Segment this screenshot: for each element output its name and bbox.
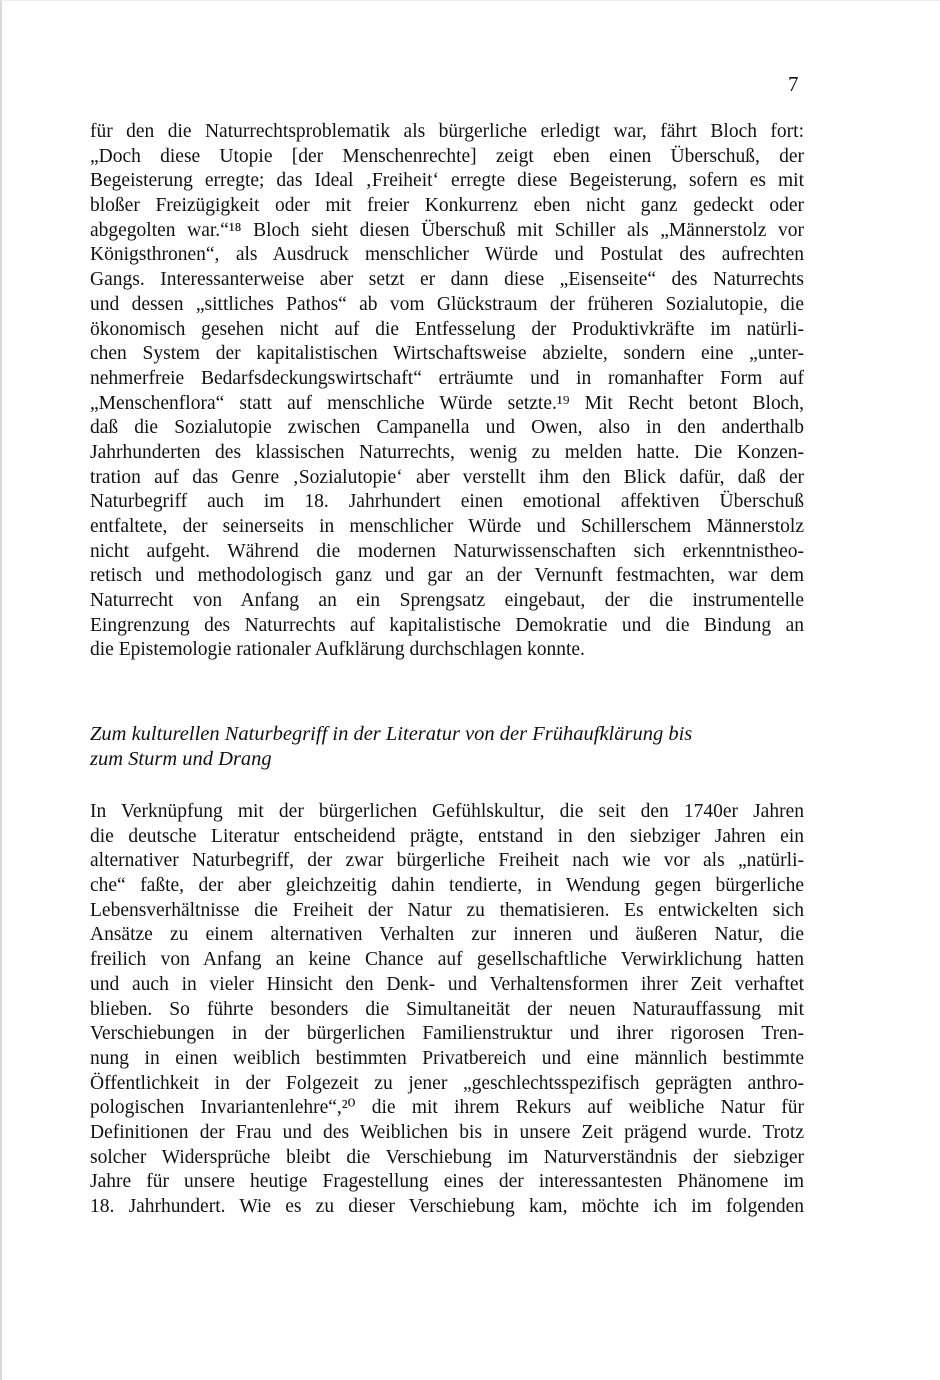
- text-line: retisch und methodologisch ganz und gar an der Vernunft festmachten, war dem: [90, 565, 804, 587]
- text-line: Gangs. Interessanterweise aber setzt er dann diese „Eisenseite“ des Naturrechts: [90, 269, 804, 291]
- text-line: pologischen Invariantenlehre“,²⁰ die mit ihrem Rekurs auf weibliche Natur für: [90, 1097, 804, 1119]
- page-number: 7: [788, 72, 799, 96]
- text-line: Eingrenzung des Naturrechts auf kapitalistische Demokratie und die Bindung an: [90, 614, 804, 636]
- text-line: nung in einen weiblich bestimmten Privatbereich und eine männlich bestimmte: [90, 1047, 804, 1069]
- text-line: Naturrecht von Anfang an ein Sprengsatz eingebaut, der die instrumentelle: [90, 590, 804, 612]
- text-line: die Epistemologie rationaler Aufklärung durchschlagen konnte.: [90, 639, 585, 661]
- text-line: Öffentlichkeit in der Folgezeit zu jener „geschlechtsspezifisch geprägten anthro-: [90, 1072, 804, 1094]
- text-line: Lebensverhältnisse die Freiheit der Natur zu thematisieren. Es entwickelten sich: [90, 899, 804, 921]
- text-line: Naturbegriff auch im 18. Jahrhundert einen emotional affektiven Überschuß: [90, 491, 804, 513]
- text-line: bloßer Freizügigkeit oder mit freier Konkurrenz eben nicht ganz gedeckt oder: [90, 195, 804, 217]
- text-line: Jahre für unsere heutige Fragestellung eines der interessantesten Phänomene im: [90, 1171, 804, 1193]
- body-paragraph-1: [90, 120, 804, 663]
- heading-line: Zum kulturellen Naturbegriff in der Literatur von der Frühaufklärung bis: [90, 723, 693, 745]
- text-line: solcher Widersprüche bleibt die Verschiebung im Naturverständnis der siebziger: [90, 1146, 804, 1168]
- text-line: alternativer Naturbegriff, der zwar bürgerliche Freiheit nach wie vor als „natürli-: [90, 850, 804, 872]
- text-line: daß die Sozialutopie zwischen Campanella und Owen, also in den anderthalb: [90, 417, 804, 439]
- text-line: che“ faßte, der aber gleichzeitig dahin tendierte, in Wendung gegen bürgerliche: [90, 875, 804, 897]
- text-line: die deutsche Literatur entscheidend prägte, entstand in den siebziger Jahren ein: [90, 825, 804, 847]
- text-line: Begeisterung erregte; das Ideal ‚Freiheit‘ erregte diese Begeisterung, sofern es mit: [90, 170, 804, 192]
- section-heading: [90, 722, 804, 772]
- text-line: „Menschenflora“ statt auf menschliche Würde setzte.¹⁹ Mit Recht betont Bloch,: [90, 392, 804, 414]
- text-line: Königsthronen“, als Ausdruck menschlicher Würde und Postulat des aufrechten: [90, 244, 804, 266]
- text-line: blieben. So führte besonders die Simultaneität der neuen Naturauffassung mit: [90, 998, 804, 1020]
- text-line: Verschiebungen in der bürgerlichen Familienstruktur und ihrer rigorosen Tren-: [90, 1023, 804, 1045]
- body-paragraph-2: [90, 800, 804, 1220]
- text-line: nehmerfreie Bedarfsdeckungswirtschaft“ erträumte und in romanhafter Form auf: [90, 367, 804, 389]
- text-line: Jahrhunderten des klassischen Naturrechts, wenig zu melden hatte. Die Konzen-: [90, 441, 804, 463]
- text-line: entfaltete, der seinerseits in menschlicher Würde und Schillerschem Männerstolz: [90, 516, 804, 537]
- text-line: In Verknüpfung mit der bürgerlichen Gefühlskultur, die seit den 1740er Jahren: [90, 801, 804, 822]
- text-line: tration auf das Genre ‚Sozialutopie‘ aber verstellt ihm den Blick dafür, daß der: [90, 466, 804, 488]
- text-line: Definitionen der Frau und des Weiblichen bis in unsere Zeit prägend wurde. Trotz: [90, 1121, 804, 1143]
- text-line: ökonomisch gesehen nicht auf die Entfesselung der Produktivkräfte im natürli-: [90, 318, 804, 340]
- text-line: abgegolten war.“¹⁸ Bloch sieht diesen Überschuß mit Schiller als „Männerstolz vor: [90, 219, 804, 241]
- text-line: und auch in vieler Hinsicht den Denk- und Verhaltensformen ihrer Zeit verhaftet: [90, 973, 804, 995]
- text-line: 18. Jahrhundert. Wie es zu dieser Verschiebung kam, möchte ich im folgenden: [90, 1196, 804, 1217]
- text-line: „Doch diese Utopie [der Menschenrechte] zeigt eben einen Überschuß, der: [90, 145, 804, 167]
- text-line: freilich von Anfang an keine Chance auf gesellschaftliche Verwirklichung hatten: [90, 949, 804, 971]
- text-line: nicht aufgeht. Während die modernen Naturwissenschaften sich erkenntnistheo-: [90, 540, 804, 562]
- heading-line: zum Sturm und Drang: [90, 748, 272, 770]
- text-line: und dessen „sittliches Pathos“ ab vom Glückstraum der früheren Sozialutopie, die: [90, 293, 804, 315]
- text-line: für den die Naturrechtsproblematik als bürgerliche erledigt war, fährt Bloch fort:: [90, 121, 804, 142]
- text-line: Ansätze zu einem alternativen Verhalten zur inneren und äußeren Natur, die: [90, 924, 804, 946]
- text-line: chen System der kapitalistischen Wirtschaftsweise abzielte, sondern eine „unter-: [90, 343, 804, 365]
